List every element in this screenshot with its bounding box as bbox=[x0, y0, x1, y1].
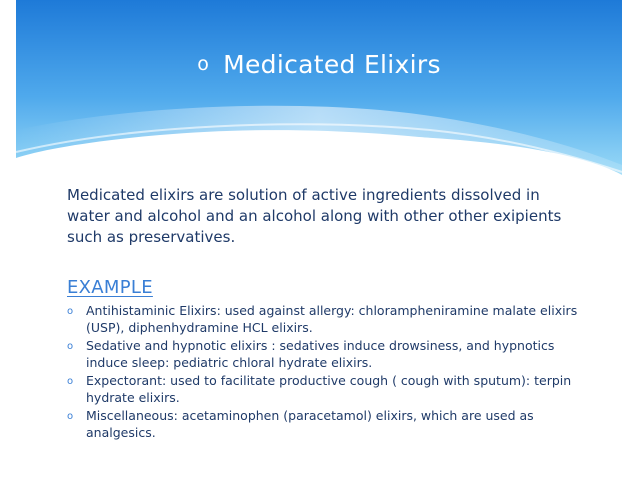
bullet-circle-icon: o bbox=[67, 306, 74, 317]
list-item-text: Expectorant: used to facilitate productive cough ( cough with sputum): terpin hydrate elixirs. bbox=[86, 373, 572, 405]
list-item-text: Miscellaneous: acetaminophen (paracetamol) elixirs, which are used as analgesics. bbox=[86, 408, 534, 440]
bullet-circle-icon: o bbox=[67, 341, 74, 352]
title-text: Medicated Elixirs bbox=[223, 50, 441, 79]
example-list bbox=[67, 303, 587, 443]
example-heading: EXAMPLE bbox=[67, 277, 153, 298]
list-item bbox=[67, 373, 587, 406]
intro-paragraph: Medicated elixirs are solution of active ingredients dissolved in water and alcohol and an alcohol along with other other exipients such as preservatives. bbox=[67, 186, 562, 246]
bullet-circle-icon: o bbox=[67, 376, 74, 387]
list-item-text: Antihistaminic Elixirs: used against allergy: chloramphenir​amine malate elixirs (USP), diphenhydramine HCL elixirs. bbox=[86, 303, 578, 335]
bullet-circle-icon: o bbox=[67, 411, 74, 422]
list-item-text: Sedative and hypnotic elixirs : sedatives induce drowsiness, and hypnotics induce sleep: pediatric chloral hydrate elixirs. bbox=[86, 338, 555, 370]
header-banner bbox=[0, 0, 638, 185]
list-item bbox=[67, 303, 587, 336]
title-bullet-icon: o bbox=[197, 53, 210, 75]
list-item bbox=[67, 338, 587, 371]
list-item bbox=[67, 408, 587, 441]
slide-title bbox=[0, 50, 638, 79]
